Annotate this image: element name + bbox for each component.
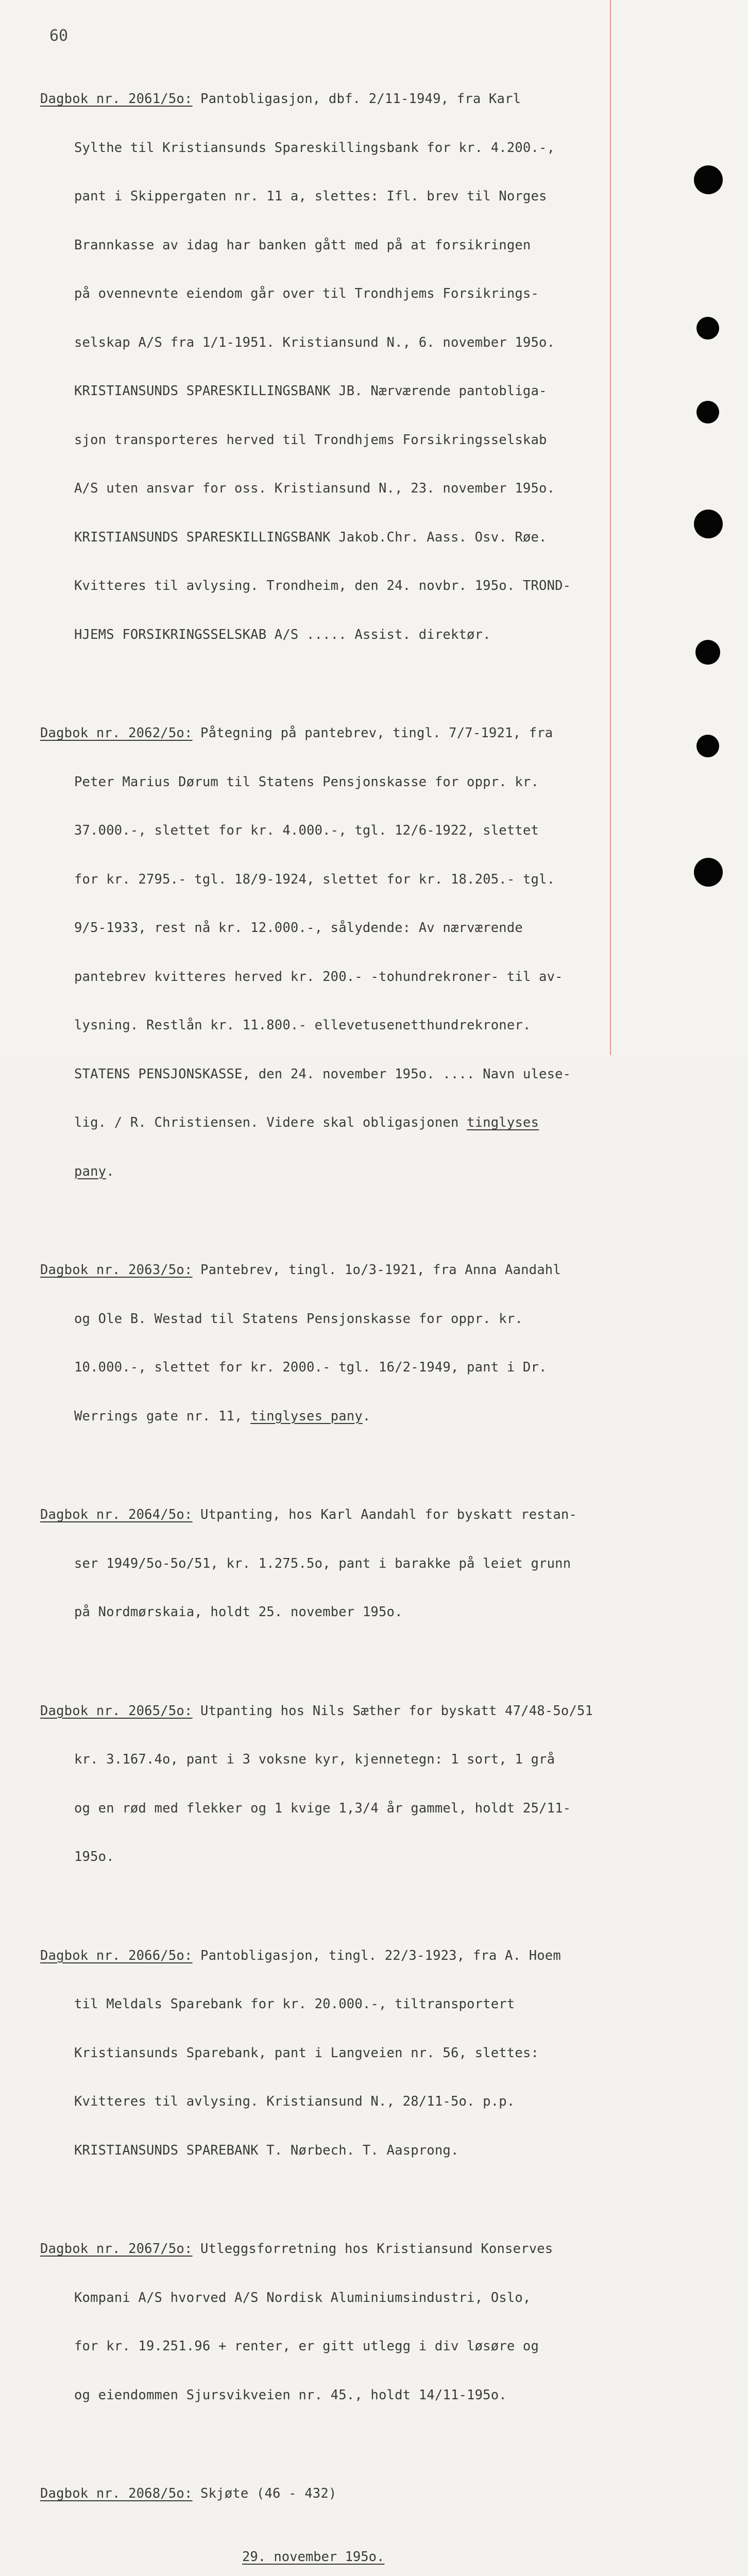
entry-text: 195o. [74, 1849, 114, 1865]
entry-text: til Meldals Sparebank for kr. 20.000.-, tiltransportert [74, 1996, 515, 2012]
journal-entry-2063 [40, 1230, 653, 1457]
entry-label: Dagbok nr. 2063/5o: [40, 1262, 193, 1278]
entry-text: 37.000.-, slettet for kr. 4.000.-, tgl. 12/6-1922, slettet [74, 823, 539, 838]
journal-entry-2062 [40, 693, 653, 1212]
entry-text: Skjøte (46 - 432) [192, 2486, 337, 2501]
entry-text: Pantobligasjon, tingl. 22/3-1923, fra A. Hoem [192, 1947, 561, 1963]
entry-text: og eiendommen Sjursvikveien nr. 45., holdt 14/11-195o. [74, 2387, 507, 2403]
entry-text: ser 1949/5o-5o/51, kr. 1.275.5o, pant i barakke på leiet grunn [74, 1555, 571, 1571]
journal-entry-2068 [40, 2453, 653, 2535]
entry-text: . [106, 1163, 114, 1179]
journal-entry-2064 [40, 1475, 653, 1653]
entry-text: og Ole B. Westad til Statens Pensjonskasse for oppr. kr. [74, 1311, 523, 1327]
entry-text: selskap A/S fra 1/1-1951. Kristiansund N., 6. november 195o. [74, 334, 555, 350]
entry-text: . [362, 1408, 371, 1424]
entry-text: Utpanting hos Nils Sæther for byskatt 47/48-5o/51 [192, 1703, 593, 1719]
entry-text: Peter Marius Dørum til Statens Pensjonskasse for oppr. kr. [74, 774, 539, 790]
entry-label: Dagbok nr. 2064/5o: [40, 1507, 193, 1522]
entry-underlined-text: tinglyses [467, 1115, 539, 1130]
punch-hole-icon [696, 401, 719, 423]
entry-text: Kristiansunds Sparebank, pant i Langveien nr. 56, slettes: [74, 2045, 539, 2061]
journal-content [40, 59, 653, 2576]
journal-entry-2061 [40, 59, 653, 675]
entry-label: Dagbok nr. 2066/5o: [40, 1947, 193, 1963]
entry-label: Dagbok nr. 2061/5o: [40, 91, 193, 107]
journal-entry-2065 [40, 1671, 653, 1898]
entry-text: KRISTIANSUNDS SPARESKILLINGSBANK JB. Nærværende pantobliga- [74, 383, 547, 399]
entry-text: Utpanting, hos Karl Aandahl for byskatt restan- [192, 1507, 577, 1522]
punch-hole-icon [696, 735, 719, 757]
entry-label: Dagbok nr. 2062/5o: [40, 725, 193, 741]
entry-text: Påtegning på pantebrev, tingl. 7/7-1921, fra [192, 725, 553, 741]
entry-text: pant i Skippergaten nr. 11 a, slettes: Ifl. brev til Norges [74, 189, 547, 204]
entry-text: sjon transporteres herved til Trondhjems Forsikringsselskab [74, 432, 547, 448]
entry-label: Dagbok nr. 2068/5o: [40, 2486, 193, 2501]
entry-text: lysning. Restlån kr. 11.800.- ellevetusenetthundrekroner. [74, 1018, 531, 1033]
entry-text: 10.000.-, slettet for kr. 2000.- tgl. 16/2-1949, pant i Dr. [74, 1360, 547, 1375]
punch-hole-icon [694, 510, 723, 538]
punch-hole-icon [694, 858, 723, 887]
entry-text: for kr. 19.251.96 + renter, er gitt utlegg i div løsøre og [74, 2338, 539, 2354]
entry-text: Sylthe til Kristiansunds Spareskillingsbank for kr. 4.200.-, [74, 140, 555, 156]
entry-text: Werrings gate nr. 11, [74, 1408, 251, 1424]
punch-hole-icon [694, 165, 723, 194]
punch-hole-icon [695, 640, 720, 665]
entry-text: Pantobligasjon, dbf. 2/11-1949, fra Karl [192, 91, 521, 107]
entry-text: og en rød med flekker og 1 kvige 1,3/4 år gammel, holdt 25/11- [74, 1800, 571, 1816]
punch-hole-icon [696, 317, 719, 340]
page-number: 60 [49, 27, 69, 45]
entry-text: Kvitteres til avlysing. Kristiansund N., 28/11-5o. p.p. [74, 2094, 515, 2109]
entry-text: kr. 3.167.4o, pant i 3 voksne kyr, kjennetegn: 1 sort, 1 grå [74, 1752, 555, 1767]
entry-text: Utleggsforretning hos Kristiansund Konserves [192, 2241, 553, 2257]
entry-text: på Nordmørskaia, holdt 25. november 195o. [74, 1604, 403, 1620]
entry-text: Brannkasse av idag har banken gått med på at forsikringen [74, 237, 531, 253]
entry-text: A/S uten ansvar for oss. Kristiansund N., 23. november 195o. [74, 481, 555, 496]
entry-text: Kvitteres til avlysing. Trondheim, den 24. novbr. 195o. TROND- [74, 578, 571, 594]
entry-text: KRISTIANSUNDS SPARESKILLINGSBANK Jakob.Chr. Aass. Osv. Røe. [74, 529, 547, 545]
entry-text: pantebrev kvitteres herved kr. 200.- -tohundrekroner- til av- [74, 969, 563, 985]
entry-text: STATENS PENSJONSKASSE, den 24. november 195o. .... Navn ulese- [74, 1066, 571, 1082]
entry-text: Pantebrev, tingl. 1o/3-1921, fra Anna Aandahl [192, 1262, 561, 1278]
entry-text: 9/5-1933, rest nå kr. 12.000.-, sålydende: Av nærværende [74, 920, 523, 936]
entry-text: Kompani A/S hvorved A/S Nordisk Aluminiumsindustri, Oslo, [74, 2290, 531, 2306]
date-heading-text: 29. november 195o. [242, 2549, 385, 2565]
entry-underlined-text: tinglyses pany [250, 1408, 363, 1424]
entry-underlined-text: pany [74, 1163, 107, 1179]
entry-text: KRISTIANSUNDS SPAREBANK T. Nørbech. T. Aasprong. [74, 2142, 459, 2158]
entry-label: Dagbok nr. 2067/5o: [40, 2241, 193, 2257]
entry-text: lig. / R. Christiensen. Videre skal obligasjonen [74, 1115, 467, 1130]
entry-text: på ovennevnte eiendom går over til Trondhjems Forsikrings- [74, 286, 539, 301]
journal-entry-2066 [40, 1916, 653, 2192]
date-heading [40, 2549, 653, 2566]
entry-text: HJEMS FORSIKRINGSSELSKAB A/S ..... Assist. direktør. [74, 626, 491, 642]
entry-text: for kr. 2795.- tgl. 18/9-1924, slettet for kr. 18.205.- tgl. [74, 871, 555, 887]
entry-label: Dagbok nr. 2065/5o: [40, 1703, 193, 1719]
journal-entry-2067 [40, 2209, 653, 2436]
